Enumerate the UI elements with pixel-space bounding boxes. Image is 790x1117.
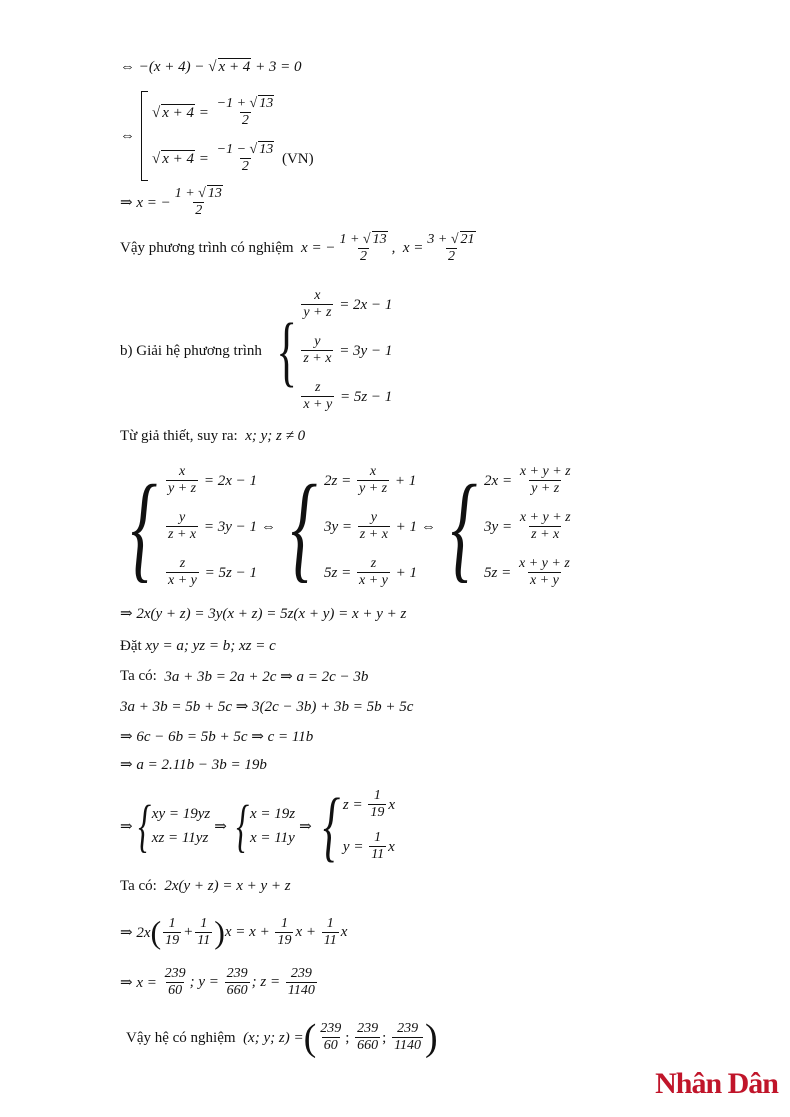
chain-equality: ⇒ 2x(y + z) = 3y(x + z) = 5z(x + y) = x + y + z [120, 606, 407, 622]
assume-text: Từ giả thiết, suy ra: [120, 428, 238, 444]
set-math: xy = a; yz = b; xz = c [145, 638, 276, 654]
assumption-line [120, 428, 305, 445]
final-text: Vậy hệ có nghiệm [126, 1029, 236, 1046]
equation-eq5 [120, 878, 291, 895]
final-conclusion: Vậy hệ có nghiệm (x; y; z) = ( 239 60 ; 239 660 ; 239 1140 ) [126, 1017, 438, 1059]
eq1-math: 3a + 3b = 2a + 2c ⇒ a = 2c − 3b [164, 669, 369, 685]
solution-values: ⇒ x = $\frac{239}{60}$ ; y = $\frac{239}{660}$ ; z = $\frac{239}{1140}$ [120, 966, 315, 999]
part-b-system: b) Giải hệ phương trình { x y + z = 2x − 1 y z + x = 3y − 1 z x + y = 5z − 1 [120, 288, 393, 413]
x-result: ⇒ x = − $\frac{1 + √ 13}{2}$ [120, 186, 222, 219]
watermark-logo: Nhân Dân [655, 1067, 778, 1100]
part-b-text: b) Giải hệ phương trình [120, 342, 262, 359]
no-solution-label: (VN) [281, 150, 314, 167]
derived-systems: ⇒ { xy = 19yz xz = 11yz ⇒ { x = 19z x = 11y ⇒ { z = 1 19 x y = 1 11 x [120, 782, 396, 869]
conclusion-part-a: Vậy phương trình có nghiệm x = − $\frac{1 + √ 13}{2}$ , x = $\frac{3 + √ 21}{2}$ [120, 232, 475, 265]
equivalent-systems: { x y + z = 2x − 1 y z + x = 3y − 1 z x + y = 5z − 1 ⇔ { 2z = x y + z + 1 3y = y z + x + 1 5z = z x + y + 1 ⇔ { 2x = x + y + z y + z 3y = x + y + z z + x 5z = x + y + z x + y [130, 460, 571, 593]
equation-eq4: ⇒ a = 2.11b − 3b = 19b [120, 757, 267, 773]
assume-math: x; y; z ≠ 0 [245, 428, 306, 444]
substituted-equation: ⇒ 2x ( 1 19 + $\frac{1}{11}$ ) x = x + $\frac{1}{19}$ x + $\frac{1}{11}$ x [120, 914, 348, 950]
conclusion-a-text: Vậy phương trình có nghiệm [120, 240, 294, 257]
set-text: Đặt [120, 638, 142, 654]
equation-eq2: 3a + 3b = 5b + 5c ⇒ 3(2c − 3b) + 3b = 5b + 5c [120, 699, 414, 715]
substitution-line [120, 638, 276, 655]
eq5-math: 2x(y + z) = x + y + z [164, 878, 291, 894]
equation-eq3: ⇒ 6c − 6b = 5b + 5c ⇒ c = 11b [120, 729, 314, 745]
case-split: ⇔ √ x + 4 = −1 + √ 13 2 √ x + 4 = −1 − √ 13 2 (VN) [120, 90, 314, 182]
equation-line-1: ⇔ −( x + 4) − √ x + 4 + 3 = 0 [120, 58, 302, 75]
taco-label: Ta có: [120, 668, 157, 684]
equation-eq1 [120, 667, 368, 686]
taco-label-2: Ta có: [120, 878, 157, 894]
